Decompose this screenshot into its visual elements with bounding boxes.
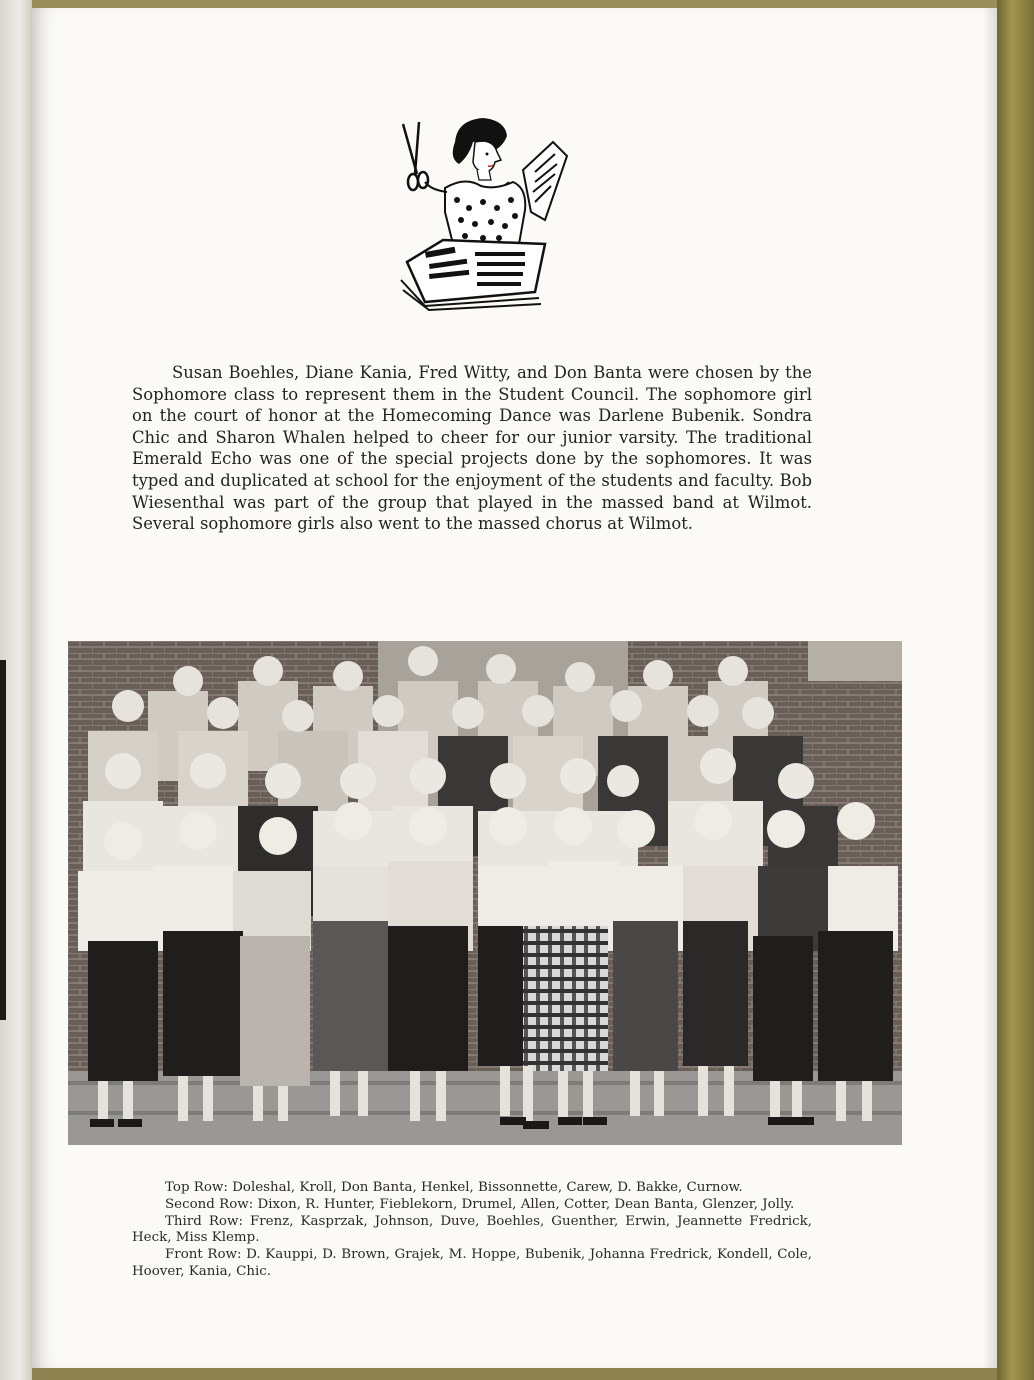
- scissors-girl-illustration: [395, 112, 570, 312]
- caption-top-row: Top Row: Doleshal, Kroll, Don Banta, Henkel, Bissonnette, Carew, D. Bakke, Curnow.: [165, 1180, 743, 1195]
- caption-second-row: Second Row: Dixon, R. Hunter, Fieblekorn, Drumel, Allen, Cotter, Dean Banta, Glenzer, Jolly.: [165, 1196, 795, 1212]
- newspaper-stack-icon: [401, 240, 545, 310]
- book-spine: [997, 0, 1034, 1380]
- page-gutter-shadow: [983, 8, 997, 1368]
- caption-third-row: Third Row: Frenz, Kasprzak, Johnson, Duve, Boehles, Guenther, Erwin, Jeannette Fredrick, Heck, Miss Klemp.: [132, 1213, 812, 1246]
- newspaper-icon: [523, 142, 567, 220]
- scissors-icon: [403, 122, 428, 190]
- bottom-cover-edge: [32, 1368, 997, 1380]
- body-paragraph: Susan Boehles, Diane Kania, Fred Witty, and Don Banta were chosen by the Sophomore class to represent them in the Student Council. The sophomore girl on the court of honor at the Homecoming Dance was Darlene Bubenik. Sondra Chic and Sharon Whalen helped to cheer for our junior varsity. The traditional Emerald Echo was one of the special projects done by the sophomores. It was typed and duplicated at school for the enjoyment of the students and faculty. Bob Wiesenthal was part of the group that played in the massed band at Wilmot. Several sophomore girls also went to the massed chorus at Wilmot.: [132, 363, 812, 534]
- left-edge-tab: [0, 660, 6, 1020]
- caption-front-row: Front Row: D. Kauppi, D. Brown, Grajek, M. Hoppe, Bubenik, Johanna Fredrick, Kondell, Cole, Hoover, Kania, Chic.: [132, 1247, 812, 1279]
- photo-caption: [132, 1180, 812, 1281]
- left-page-edge: [0, 0, 32, 1380]
- group-photo: [68, 641, 902, 1145]
